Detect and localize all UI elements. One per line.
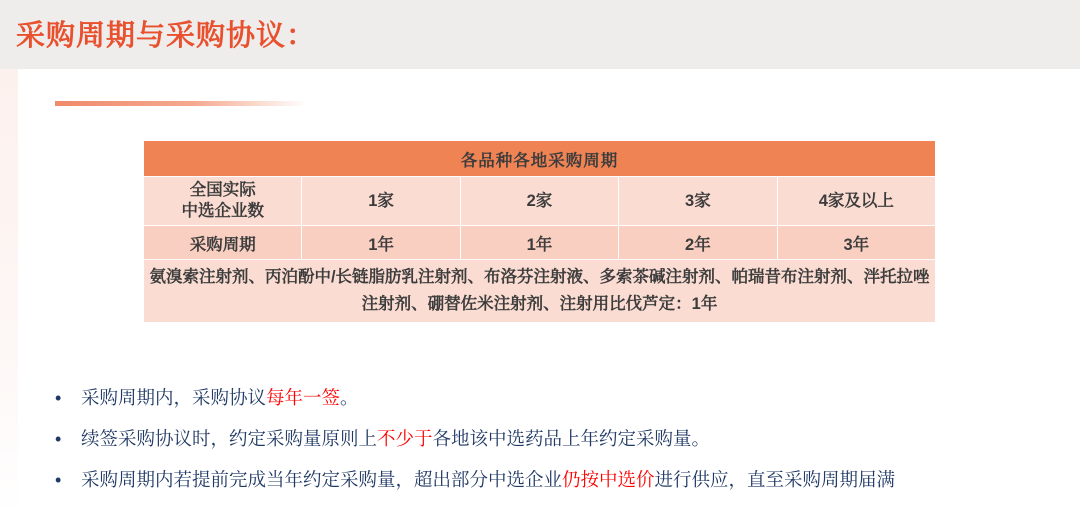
bullet-list: [55, 385, 1065, 508]
left-accent-strip: [0, 69, 18, 516]
bullet-text-part: 。: [340, 387, 359, 408]
bullet-text-part: 进行供应，直至采购周期届满: [654, 469, 896, 490]
table-col-header: 4家及以上: [777, 177, 935, 226]
bullet-text-highlight: 仍按中选价: [562, 469, 655, 490]
bullet-text-part: 采购周期内若提前完成当年约定采购量，超出部分中选企业: [81, 469, 563, 490]
table-cell-cycle: 1年: [302, 226, 460, 260]
table-row: [144, 226, 936, 260]
list-item: [55, 385, 1065, 411]
bullet-marker: •: [55, 470, 62, 490]
table-note: 氨溴索注射剂、丙泊酚中/长链脂肪乳注射剂、布洛芬注射液、多索茶碱注射剂、帕瑞昔布注射剂、泮托拉唑注射剂、硼替佐米注射剂、注射用比伐芦定：1年: [144, 260, 936, 323]
bullet-text: [81, 467, 895, 493]
list-item: [55, 426, 1065, 452]
bullet-text-part: 采购周期内，采购协议: [81, 387, 267, 408]
enterprise-label-line2: 中选企业数: [181, 202, 264, 220]
table-col-header: 2家: [460, 177, 618, 226]
bullet-text-part: 各地该中选药品上年约定采购量。: [432, 428, 711, 449]
table-note-row: [144, 260, 936, 323]
enterprise-label-line1: 全国实际: [189, 181, 256, 199]
bullet-text: [81, 426, 710, 452]
table-row-label-cycle: 采购周期: [144, 226, 302, 260]
table-col-header: 1家: [302, 177, 460, 226]
left-accent-strip-inner: [18, 69, 48, 516]
table-caption: 各品种各地采购周期: [144, 141, 936, 177]
bullet-marker: •: [55, 388, 62, 408]
table-caption-row: [144, 141, 936, 177]
list-item: [55, 467, 1065, 493]
table-cell-cycle: 2年: [619, 226, 777, 260]
bullet-text-highlight: 不少于: [377, 428, 433, 449]
bullet-text-part: 续签采购协议时，约定采购量原则上: [81, 428, 378, 449]
bullet-text-highlight: 每年一签: [266, 387, 341, 408]
table-col-header: 3家: [619, 177, 777, 226]
table-cell-cycle: 1年: [460, 226, 618, 260]
accent-bar: [55, 101, 307, 106]
purchase-cycle-table-wrapper: [143, 140, 936, 323]
bullet-marker: •: [55, 429, 62, 449]
table-cell-cycle: 3年: [777, 226, 935, 260]
table-row-label-enterprises: [144, 177, 302, 226]
purchase-cycle-table: [143, 140, 936, 323]
bullet-text: [81, 385, 359, 411]
table-header-row: [144, 177, 936, 226]
page-title: 采购周期与采购协议：: [16, 20, 317, 52]
